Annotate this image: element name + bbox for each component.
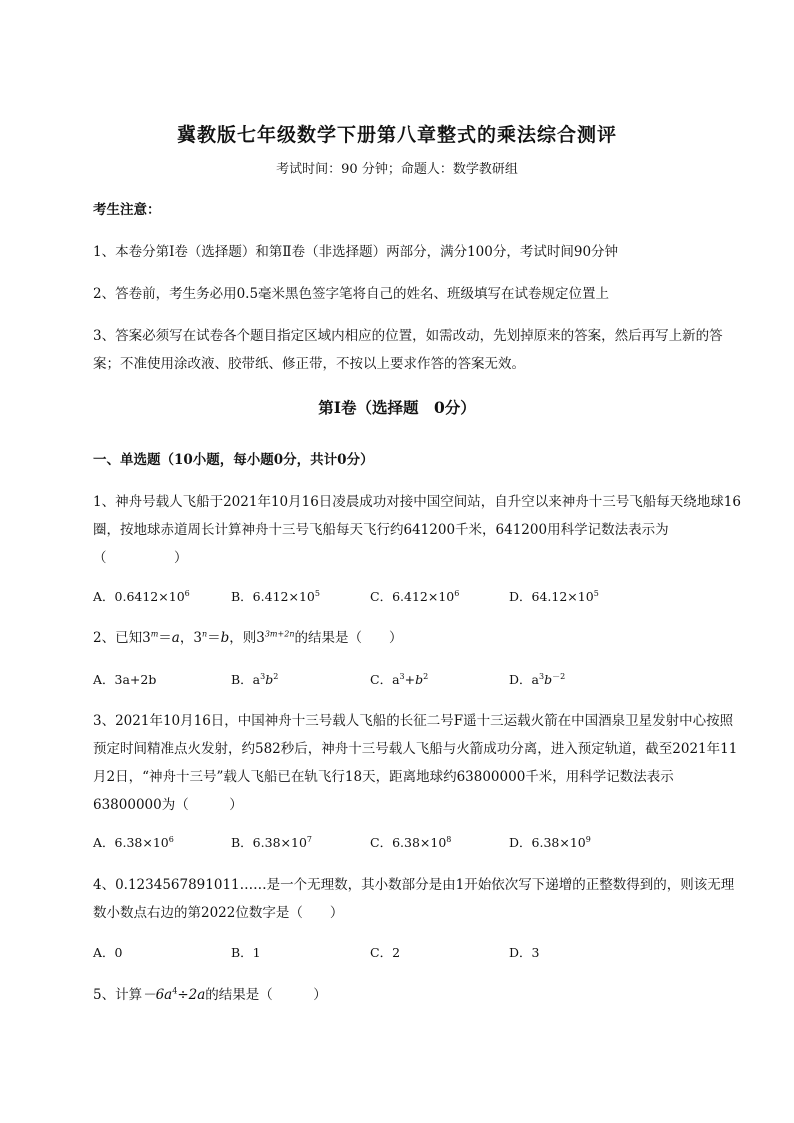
section-title: 第Ⅰ卷（选择题 0分） bbox=[318, 398, 476, 417]
exam-subtitle: 考试时间：90 分钟；命题人：数学教研组 bbox=[276, 162, 518, 177]
question-4: 4、0.1234567891011……是一个无理数，其小数部分是由1开始依次写下递增的正整数得到的，则该无理数小数点右边的第2022位数字是（ ） bbox=[93, 877, 735, 921]
question-4-options bbox=[93, 941, 743, 965]
option-c[interactable]: C．2 bbox=[370, 945, 401, 960]
option-a[interactable]: A．$0.6412\times 10^6$ bbox=[93, 588, 190, 604]
option-d[interactable]: D．$6.38\times 10^9$ bbox=[509, 834, 591, 850]
option-b[interactable]: B．1 bbox=[231, 945, 261, 960]
question-1: 1、神舟号载人飞船于2021年10月16日凌晨成功对接中国空间站，自升空以来神舟十三号飞船每天绕地球16圈，按地球赤道周长计算神舟十三号飞船每天飞行约641200千米，641200用科学记数法表示为（ ） bbox=[93, 494, 741, 566]
option-c[interactable]: C．$6.38\times 10^8$ bbox=[370, 834, 452, 850]
option-b[interactable]: B．$a^3b^2$ bbox=[231, 671, 279, 687]
option-a[interactable]: A．$6.38\times 10^6$ bbox=[93, 834, 174, 850]
part-heading: 一、单选题（10小题，每小题0分，共计0分） bbox=[93, 452, 374, 468]
notice-item-1: 1、本卷分第Ⅰ卷（选择题）和第Ⅱ卷（非选择题）两部分，满分100分，考试时间90分钟 bbox=[93, 244, 619, 260]
option-c[interactable]: C．$a^3+b^2$ bbox=[370, 671, 429, 687]
notice-heading: 考生注意： bbox=[93, 202, 161, 218]
option-c[interactable]: C．$6.412\times 10^6$ bbox=[370, 588, 460, 604]
question-5: 5、计算$-6a^4\div 2a$的结果是（ ） bbox=[93, 986, 327, 1003]
question-2: 2、已知$3^m=a$，$3^n=b$，则$3^{3m+2n}$的结果是（ ） bbox=[93, 629, 403, 646]
exam-title: 冀教版七年级数学下册第八章整式的乘法综合测评 bbox=[176, 124, 617, 146]
option-b[interactable]: B．$6.412\times 10^5$ bbox=[231, 588, 320, 604]
option-d[interactable]: D．$a^3b^{-2}$ bbox=[509, 671, 566, 687]
question-3-options bbox=[93, 831, 743, 855]
notice-item-3: 3、答案必须写在试卷各个题目指定区域内相应的位置，如需改动，先划掉原来的答案，然后再写上新的答案；不准使用涂改液、胶带纸、修正带，不按以上要求作答的答案无效。 bbox=[93, 328, 723, 372]
question-1-options bbox=[93, 585, 743, 609]
question-2-options bbox=[93, 668, 743, 692]
option-d[interactable]: D．$64.12\times 10^5$ bbox=[509, 588, 599, 604]
notice-item-2: 2、答卷前，考生务必用0.5毫米黑色签字笔将自己的姓名、班级填写在试卷规定位置上 bbox=[93, 286, 610, 302]
option-b[interactable]: B．$6.38\times 10^7$ bbox=[231, 834, 312, 850]
question-3: 3、2021年10月16日，中国神舟十三号载人飞船的长征二号F遥十三运载火箭在中国酒泉卫星发射中心按照预定时间精准点火发射，约582秒后，神舟十三号载人飞船与火箭成功分离，进入预定轨道，截至2021年11月2日，“神舟十三号”载人飞船已在轨飞行18天，距离地球约63800000千米，用科学记数法表示 63800000为（ ） bbox=[93, 713, 738, 813]
option-a[interactable]: A．0 bbox=[93, 945, 123, 960]
option-a[interactable]: A．3a+2b bbox=[93, 672, 157, 687]
option-d[interactable]: D．3 bbox=[509, 945, 540, 960]
